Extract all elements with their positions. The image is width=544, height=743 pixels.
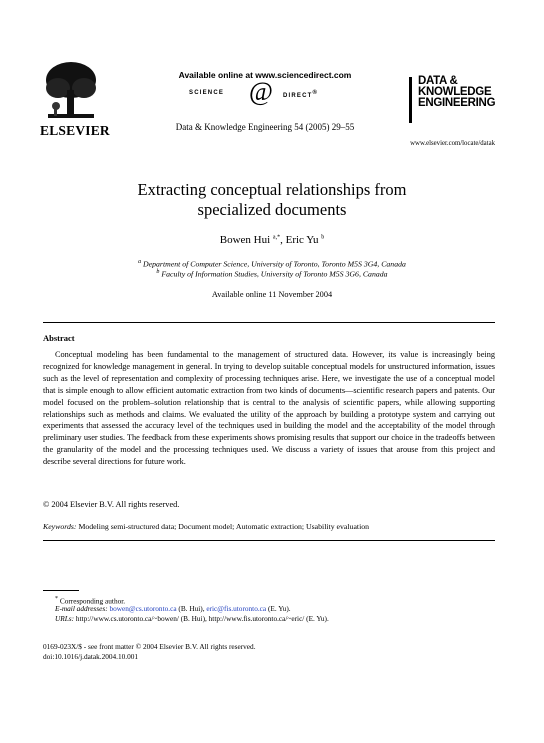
article-title xyxy=(72,180,472,220)
keywords-label: Keywords: xyxy=(43,522,77,531)
keywords-list: Modeling semi-structured data; Document model; Automatic extraction; Usability evaluation xyxy=(78,522,370,531)
journal-url-link[interactable]: www.elsevier.com/locate/datak xyxy=(410,140,495,147)
email-link[interactable]: eric@fis.utoronto.ca xyxy=(206,604,267,613)
footnote-corresponding: * Corresponding author. xyxy=(55,596,126,606)
sciencedirect-left-text: SCIENCE xyxy=(189,90,225,96)
sciencedirect-logo xyxy=(175,77,355,106)
journal-logo-line: ENGINEERING xyxy=(418,97,496,109)
abstract-body: Conceptual modeling has been fundamental to the management of structured data. However, its value is increasingly being recognized for knowledge management in general. In trying to develop suitable conceptual models for unstructured information, issues such as the level of representation and complexity of processing techniques arise. Here, we investigate the use of a conceptual model that is simple enough to allow efficient automatic extraction from two kinds of documents—scientific research papers and patents. Our model focused on the problem–solution relationship that is central to the analysis of scientific papers, while allowing supporting relationships such as methods and claims. We evaluated the utility of the approach by building a prototype system and carrying out experiments that assessed the accuracy level of the techniques used in building the model and the acceptability of the model through preliminary user studies. The feedback from these experiments shows promising results that support our choice in the tradeoffs between the granularity of the model and the processing techniques used. We discuss a variety of issues that arouse from this project and describe several directions for future work. xyxy=(43,350,495,467)
affiliation-a: $^a$ Department of Computer Science, University of Toronto, Toronto M5S 3G4, Canada xyxy=(138,259,406,269)
available-date: Available online 11 November 2004 xyxy=(211,290,333,299)
sciencedirect-right-text: DIRECT® xyxy=(283,90,319,99)
available-online-text[interactable]: Available online at www.sciencedirect.com xyxy=(178,70,352,80)
publisher-logo xyxy=(40,60,110,142)
elsevier-tree-icon xyxy=(44,60,98,120)
doi-link[interactable]: doi:10.1016/j.datak.2004.10.001 xyxy=(43,652,139,661)
issn-line: 0169-023X/$ - see front matter © 2004 Elsevier B.V. All rights reserved. xyxy=(43,642,256,651)
publisher-name: ELSEVIER xyxy=(40,123,110,138)
keywords xyxy=(43,522,369,531)
journal-citation: Data & Knowledge Engineering 54 (2005) 29–55 xyxy=(175,122,355,132)
journal-logo-line: DATA & xyxy=(418,75,458,87)
title-line: Extracting conceptual relationships from xyxy=(137,180,407,199)
abstract-top-rule xyxy=(43,322,495,323)
footnote-rule xyxy=(43,590,79,591)
author-name: Eric Yu xyxy=(285,234,319,246)
journal-logo-bar xyxy=(409,77,412,123)
author-name: Bowen Hui xyxy=(219,234,271,246)
email-link[interactable]: bowen@cs.utoronto.ca xyxy=(109,604,177,613)
journal-logo xyxy=(418,76,495,109)
journal-logo-line: KNOWLEDGE xyxy=(418,86,492,98)
title-line: specialized documents xyxy=(197,200,347,219)
footnote-emails: E-mail addresses: bowen@cs.utoronto.ca (B. Hui), eric@fis.utoronto.ca (E. Yu). xyxy=(55,604,291,613)
author-list: Bowen Hui $^{a,*}$, Eric Yu $^b$ xyxy=(219,234,325,246)
abstract-copyright: © 2004 Elsevier B.V. All rights reserved. xyxy=(43,500,180,509)
abstract-bottom-rule xyxy=(43,540,495,541)
author-affiliation-mark[interactable]: a,* xyxy=(272,234,281,241)
abstract-heading: Abstract xyxy=(43,333,75,343)
author-affiliation-mark[interactable]: b xyxy=(321,234,325,241)
affiliation-b: $^b$ Faculty of Information Studies, University of Toronto M5S 3G6, Canada xyxy=(156,269,388,279)
footnote-urls: URLs: http://www.cs.utoronto.ca/~bowen/ (B. Hui), http://www.fis.utoronto.ca/~eric/ (E. Yu). xyxy=(55,614,329,623)
sciencedirect-at-icon: @ xyxy=(249,77,273,106)
